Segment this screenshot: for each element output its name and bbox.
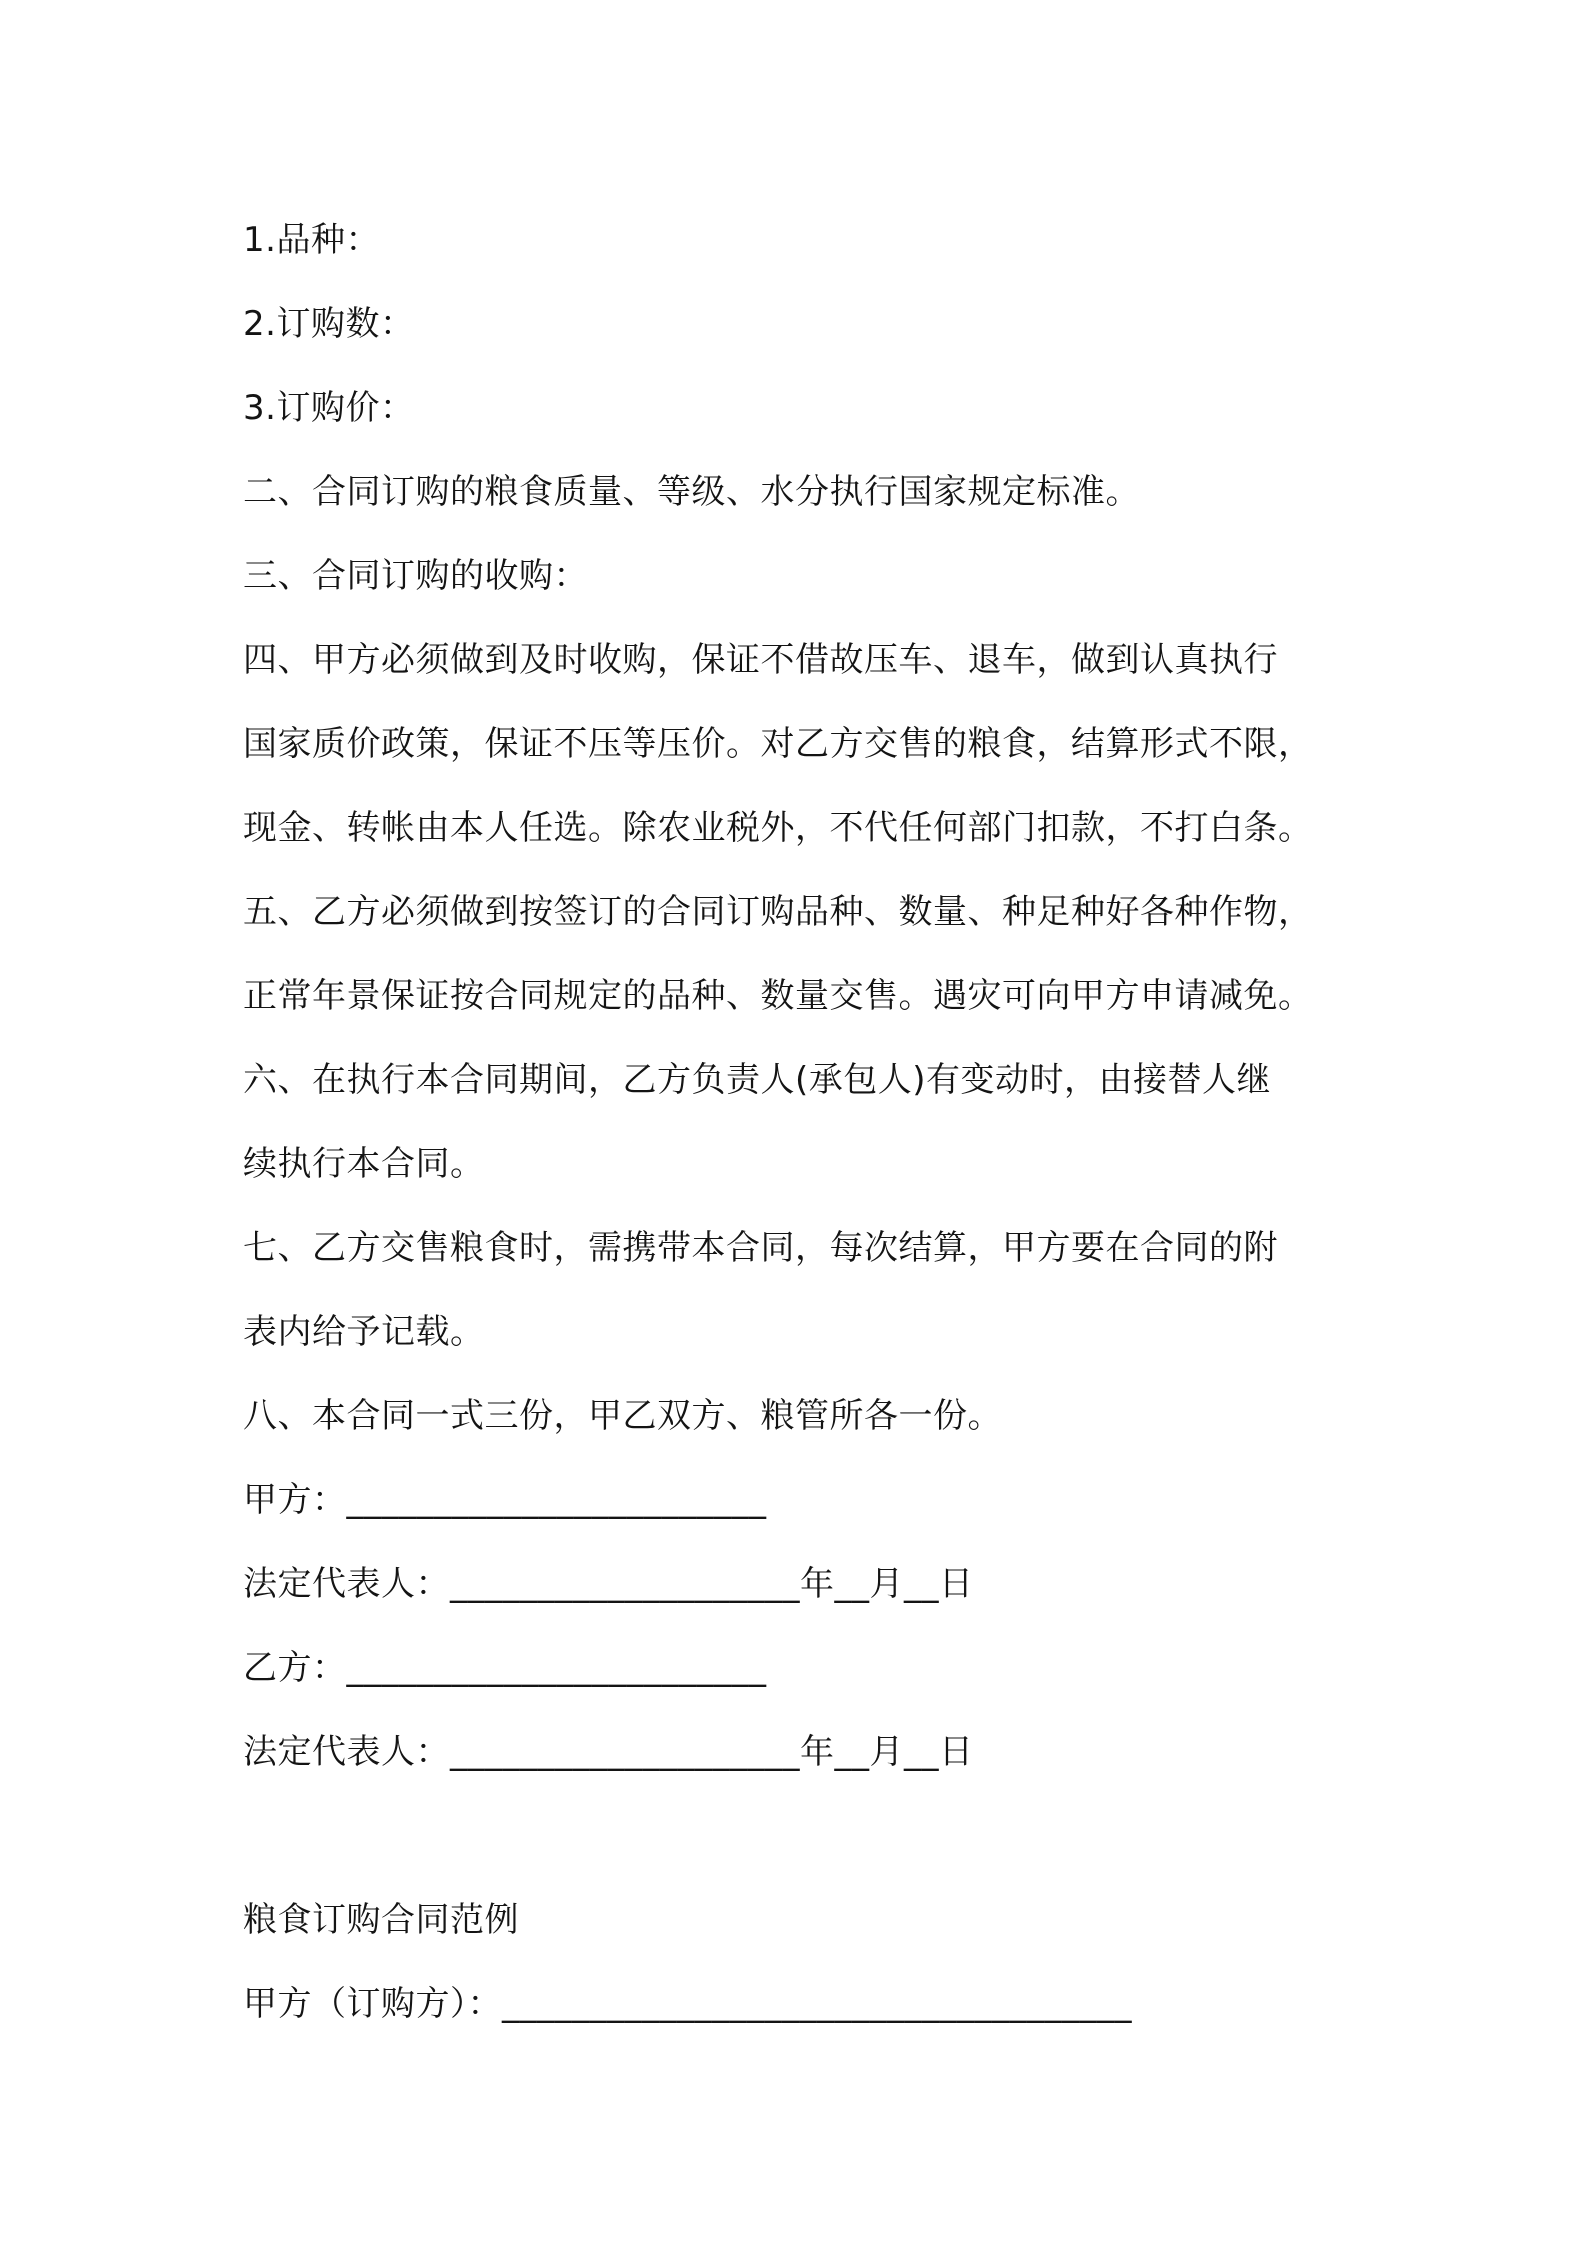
clause-4-line-2: 国家质价政策，保证不压等压价。对乙方交售的粮食，结算形式不限， bbox=[243, 724, 1313, 764]
clause-3: 三、合同订购的收购： bbox=[243, 556, 588, 596]
clause-4-line-3: 现金、转帐由本人任选。除农业税外，不代任何部门扣款，不打白条。 bbox=[243, 808, 1313, 848]
clause-2: 二、合同订购的粮食质量、等级、水分执行国家规定标准。 bbox=[243, 472, 1140, 512]
party-a-legal-rep: 法定代表人：____________________年__月__日 bbox=[243, 1564, 974, 1604]
clause-5-line-1: 五、乙方必须做到按签订的合同订购品种、数量、种足种好各种作物， bbox=[243, 892, 1313, 932]
party-b-signature: 乙方：________________________ bbox=[243, 1648, 767, 1688]
clause-7-line-2: 表内给予记载。 bbox=[243, 1312, 485, 1352]
clause-4-line-1: 四、甲方必须做到及时收购，保证不借故压车、退车，做到认真执行 bbox=[243, 640, 1278, 680]
item-variety: 1.品种： bbox=[243, 220, 380, 260]
clause-8: 八、本合同一式三份，甲乙双方、粮管所各一份。 bbox=[243, 1396, 1002, 1436]
clause-6-line-1: 六、在执行本合同期间，乙方负责人(承包人)有变动时，由接替人继 bbox=[243, 1060, 1272, 1100]
clause-6-line-2: 续执行本合同。 bbox=[243, 1144, 485, 1184]
party-b-legal-rep: 法定代表人：____________________年__月__日 bbox=[243, 1732, 974, 1772]
clause-5-line-2: 正常年景保证按合同规定的品种、数量交售。遇灾可向甲方申请减免。 bbox=[243, 976, 1313, 1016]
section-2-party-a: 甲方（订购方）：____________________________________ bbox=[243, 1984, 1132, 2024]
clause-7-line-1: 七、乙方交售粮食时，需携带本合同，每次结算，甲方要在合同的附 bbox=[243, 1228, 1278, 1268]
document-body bbox=[243, 198, 1363, 2046]
party-a-signature: 甲方：________________________ bbox=[243, 1480, 767, 1520]
item-quantity: 2.订购数： bbox=[243, 304, 415, 344]
item-price: 3.订购价： bbox=[243, 388, 415, 428]
section-2-title: 粮食订购合同范例 bbox=[243, 1900, 519, 1940]
section-spacer bbox=[243, 1794, 1363, 1878]
